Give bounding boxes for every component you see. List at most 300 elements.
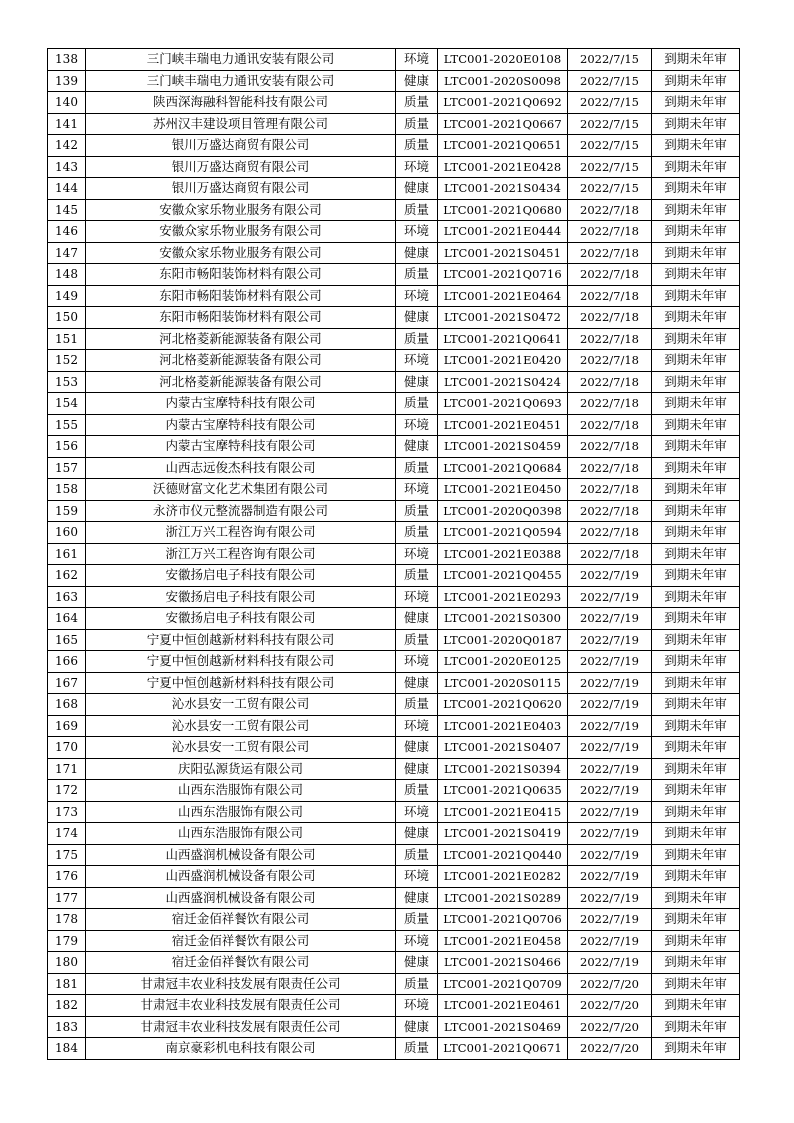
cert-code: LTC001-2021S0466 xyxy=(438,952,568,974)
audit-status: 到期未年审 xyxy=(652,113,740,135)
row-number: 176 xyxy=(48,866,86,888)
audit-status: 到期未年审 xyxy=(652,414,740,436)
audit-status: 到期未年审 xyxy=(652,500,740,522)
row-number: 153 xyxy=(48,371,86,393)
expiry-date: 2022/7/18 xyxy=(568,393,652,415)
cert-type: 健康 xyxy=(396,307,438,329)
table-row xyxy=(48,715,740,737)
audit-status: 到期未年审 xyxy=(652,801,740,823)
table-row xyxy=(48,629,740,651)
expiry-date: 2022/7/19 xyxy=(568,608,652,630)
cert-type: 质量 xyxy=(396,629,438,651)
audit-status: 到期未年审 xyxy=(652,651,740,673)
table-row xyxy=(48,350,740,372)
company-name: 南京豪彩机电科技有限公司 xyxy=(86,1038,396,1060)
cert-code: LTC001-2021Q0440 xyxy=(438,844,568,866)
cert-code: LTC001-2021S0424 xyxy=(438,371,568,393)
audit-status: 到期未年审 xyxy=(652,156,740,178)
audit-status: 到期未年审 xyxy=(652,436,740,458)
row-number: 144 xyxy=(48,178,86,200)
cert-code: LTC001-2021Q0680 xyxy=(438,199,568,221)
expiry-date: 2022/7/19 xyxy=(568,715,652,737)
company-name: 苏州汉丰建设项目管理有限公司 xyxy=(86,113,396,135)
table-row xyxy=(48,737,740,759)
row-number: 171 xyxy=(48,758,86,780)
cert-code: LTC001-2020Q0187 xyxy=(438,629,568,651)
company-name: 银川万盛达商贸有限公司 xyxy=(86,135,396,157)
cert-code: LTC001-2021Q0594 xyxy=(438,522,568,544)
company-name: 宿迁金佰祥餐饮有限公司 xyxy=(86,952,396,974)
expiry-date: 2022/7/15 xyxy=(568,113,652,135)
cert-type: 质量 xyxy=(396,92,438,114)
row-number: 140 xyxy=(48,92,86,114)
cert-type: 健康 xyxy=(396,823,438,845)
row-number: 152 xyxy=(48,350,86,372)
cert-code: LTC001-2021E0415 xyxy=(438,801,568,823)
expiry-date: 2022/7/15 xyxy=(568,135,652,157)
expiry-date: 2022/7/20 xyxy=(568,1016,652,1038)
expiry-date: 2022/7/18 xyxy=(568,350,652,372)
company-name: 东阳市畅阳装饰材料有限公司 xyxy=(86,307,396,329)
audit-status: 到期未年审 xyxy=(652,457,740,479)
row-number: 156 xyxy=(48,436,86,458)
row-number: 142 xyxy=(48,135,86,157)
row-number: 161 xyxy=(48,543,86,565)
cert-type: 质量 xyxy=(396,328,438,350)
company-name: 安徽众家乐物业服务有限公司 xyxy=(86,221,396,243)
expiry-date: 2022/7/19 xyxy=(568,586,652,608)
company-name: 陕西深海融科智能科技有限公司 xyxy=(86,92,396,114)
cert-type: 健康 xyxy=(396,436,438,458)
cert-code: LTC001-2021Q0671 xyxy=(438,1038,568,1060)
cert-type: 质量 xyxy=(396,844,438,866)
expiry-date: 2022/7/19 xyxy=(568,758,652,780)
table-row xyxy=(48,49,740,71)
expiry-date: 2022/7/18 xyxy=(568,242,652,264)
cert-code: LTC001-2021Q0641 xyxy=(438,328,568,350)
audit-status: 到期未年审 xyxy=(652,307,740,329)
cert-type: 环境 xyxy=(396,221,438,243)
cert-type: 健康 xyxy=(396,1016,438,1038)
audit-status: 到期未年审 xyxy=(652,629,740,651)
cert-code: LTC001-2020E0125 xyxy=(438,651,568,673)
company-name: 甘肃冠丰农业科技发展有限责任公司 xyxy=(86,995,396,1017)
company-name: 安徽众家乐物业服务有限公司 xyxy=(86,199,396,221)
audit-status: 到期未年审 xyxy=(652,178,740,200)
cert-type: 环境 xyxy=(396,651,438,673)
expiry-date: 2022/7/18 xyxy=(568,328,652,350)
expiry-date: 2022/7/15 xyxy=(568,70,652,92)
audit-status: 到期未年审 xyxy=(652,328,740,350)
table-row xyxy=(48,264,740,286)
row-number: 162 xyxy=(48,565,86,587)
cert-type: 质量 xyxy=(396,135,438,157)
audit-status: 到期未年审 xyxy=(652,522,740,544)
cert-type: 质量 xyxy=(396,113,438,135)
cert-code: LTC001-2021S0434 xyxy=(438,178,568,200)
audit-status: 到期未年审 xyxy=(652,780,740,802)
cert-type: 环境 xyxy=(396,586,438,608)
cert-code: LTC001-2020Q0398 xyxy=(438,500,568,522)
audit-status: 到期未年审 xyxy=(652,694,740,716)
company-name: 山西盛润机械设备有限公司 xyxy=(86,844,396,866)
company-name: 沁水县安一工贸有限公司 xyxy=(86,715,396,737)
table-row xyxy=(48,694,740,716)
table-row xyxy=(48,543,740,565)
company-name: 浙江万兴工程咨询有限公司 xyxy=(86,522,396,544)
cert-type: 质量 xyxy=(396,500,438,522)
cert-type: 质量 xyxy=(396,393,438,415)
cert-code: LTC001-2021Q0693 xyxy=(438,393,568,415)
company-name: 河北格菱新能源装备有限公司 xyxy=(86,350,396,372)
company-name: 甘肃冠丰农业科技发展有限责任公司 xyxy=(86,1016,396,1038)
certificate-table xyxy=(47,48,740,1060)
cert-code: LTC001-2021Q0651 xyxy=(438,135,568,157)
table-row xyxy=(48,866,740,888)
cert-code: LTC001-2021S0394 xyxy=(438,758,568,780)
cert-type: 环境 xyxy=(396,414,438,436)
cert-code: LTC001-2021E0458 xyxy=(438,930,568,952)
cert-type: 环境 xyxy=(396,995,438,1017)
row-number: 159 xyxy=(48,500,86,522)
expiry-date: 2022/7/19 xyxy=(568,930,652,952)
audit-status: 到期未年审 xyxy=(652,264,740,286)
table-row xyxy=(48,242,740,264)
table-row xyxy=(48,328,740,350)
row-number: 181 xyxy=(48,973,86,995)
audit-status: 到期未年审 xyxy=(652,135,740,157)
expiry-date: 2022/7/18 xyxy=(568,414,652,436)
cert-type: 健康 xyxy=(396,371,438,393)
cert-type: 健康 xyxy=(396,887,438,909)
table-row xyxy=(48,156,740,178)
cert-code: LTC001-2021E0282 xyxy=(438,866,568,888)
expiry-date: 2022/7/20 xyxy=(568,1038,652,1060)
audit-status: 到期未年审 xyxy=(652,1016,740,1038)
row-number: 172 xyxy=(48,780,86,802)
cert-code: LTC001-2021Q0667 xyxy=(438,113,568,135)
expiry-date: 2022/7/19 xyxy=(568,780,652,802)
row-number: 160 xyxy=(48,522,86,544)
row-number: 148 xyxy=(48,264,86,286)
cert-code: LTC001-2021S0469 xyxy=(438,1016,568,1038)
cert-code: LTC001-2021S0419 xyxy=(438,823,568,845)
cert-code: LTC001-2021S0459 xyxy=(438,436,568,458)
table-row xyxy=(48,823,740,845)
cert-type: 环境 xyxy=(396,715,438,737)
expiry-date: 2022/7/19 xyxy=(568,651,652,673)
expiry-date: 2022/7/18 xyxy=(568,522,652,544)
table-row xyxy=(48,371,740,393)
table-row xyxy=(48,135,740,157)
cert-code: LTC001-2021Q0692 xyxy=(438,92,568,114)
expiry-date: 2022/7/19 xyxy=(568,565,652,587)
cert-type: 质量 xyxy=(396,1038,438,1060)
company-name: 浙江万兴工程咨询有限公司 xyxy=(86,543,396,565)
cert-code: LTC001-2021S0451 xyxy=(438,242,568,264)
expiry-date: 2022/7/18 xyxy=(568,436,652,458)
table-row xyxy=(48,672,740,694)
cert-type: 质量 xyxy=(396,565,438,587)
cert-type: 环境 xyxy=(396,866,438,888)
expiry-date: 2022/7/18 xyxy=(568,457,652,479)
cert-code: LTC001-2020S0115 xyxy=(438,672,568,694)
table-body xyxy=(48,49,740,1060)
expiry-date: 2022/7/18 xyxy=(568,285,652,307)
cert-code: LTC001-2021E0388 xyxy=(438,543,568,565)
company-name: 山西东浩服饰有限公司 xyxy=(86,780,396,802)
table-row xyxy=(48,995,740,1017)
row-number: 183 xyxy=(48,1016,86,1038)
cert-type: 健康 xyxy=(396,242,438,264)
table-row xyxy=(48,393,740,415)
row-number: 138 xyxy=(48,49,86,71)
expiry-date: 2022/7/19 xyxy=(568,801,652,823)
expiry-date: 2022/7/19 xyxy=(568,844,652,866)
cert-code: LTC001-2021Q0455 xyxy=(438,565,568,587)
row-number: 184 xyxy=(48,1038,86,1060)
cert-type: 环境 xyxy=(396,930,438,952)
table-row xyxy=(48,651,740,673)
cert-code: LTC001-2020S0098 xyxy=(438,70,568,92)
audit-status: 到期未年审 xyxy=(652,479,740,501)
row-number: 150 xyxy=(48,307,86,329)
cert-code: LTC001-2021E0464 xyxy=(438,285,568,307)
expiry-date: 2022/7/19 xyxy=(568,909,652,931)
audit-status: 到期未年审 xyxy=(652,930,740,952)
expiry-date: 2022/7/15 xyxy=(568,92,652,114)
audit-status: 到期未年审 xyxy=(652,973,740,995)
cert-code: LTC001-2021E0450 xyxy=(438,479,568,501)
expiry-date: 2022/7/15 xyxy=(568,49,652,71)
expiry-date: 2022/7/19 xyxy=(568,737,652,759)
expiry-date: 2022/7/19 xyxy=(568,672,652,694)
table-row xyxy=(48,307,740,329)
audit-status: 到期未年审 xyxy=(652,242,740,264)
expiry-date: 2022/7/15 xyxy=(568,156,652,178)
row-number: 155 xyxy=(48,414,86,436)
cert-code: LTC001-2021Q0709 xyxy=(438,973,568,995)
table-row xyxy=(48,285,740,307)
expiry-date: 2022/7/18 xyxy=(568,479,652,501)
company-name: 内蒙古宝摩特科技有限公司 xyxy=(86,393,396,415)
table-row xyxy=(48,887,740,909)
table-row xyxy=(48,500,740,522)
cert-type: 质量 xyxy=(396,973,438,995)
table-row xyxy=(48,457,740,479)
cert-code: LTC001-2021S0300 xyxy=(438,608,568,630)
company-name: 河北格菱新能源装备有限公司 xyxy=(86,328,396,350)
expiry-date: 2022/7/18 xyxy=(568,371,652,393)
row-number: 175 xyxy=(48,844,86,866)
table-row xyxy=(48,844,740,866)
audit-status: 到期未年审 xyxy=(652,909,740,931)
company-name: 山西东浩服饰有限公司 xyxy=(86,823,396,845)
cert-type: 健康 xyxy=(396,672,438,694)
table-row xyxy=(48,780,740,802)
cert-code: LTC001-2021E0444 xyxy=(438,221,568,243)
company-name: 三门峡丰瑞电力通讯安装有限公司 xyxy=(86,49,396,71)
cert-type: 质量 xyxy=(396,457,438,479)
expiry-date: 2022/7/18 xyxy=(568,500,652,522)
audit-status: 到期未年审 xyxy=(652,952,740,974)
audit-status: 到期未年审 xyxy=(652,199,740,221)
company-name: 三门峡丰瑞电力通讯安装有限公司 xyxy=(86,70,396,92)
row-number: 151 xyxy=(48,328,86,350)
cert-type: 环境 xyxy=(396,156,438,178)
table-row xyxy=(48,758,740,780)
cert-code: LTC001-2021Q0684 xyxy=(438,457,568,479)
table-row xyxy=(48,414,740,436)
cert-code: LTC001-2021E0451 xyxy=(438,414,568,436)
table-row xyxy=(48,1038,740,1060)
cert-type: 健康 xyxy=(396,952,438,974)
audit-status: 到期未年审 xyxy=(652,565,740,587)
row-number: 178 xyxy=(48,909,86,931)
row-number: 146 xyxy=(48,221,86,243)
audit-status: 到期未年审 xyxy=(652,49,740,71)
company-name: 东阳市畅阳装饰材料有限公司 xyxy=(86,264,396,286)
audit-status: 到期未年审 xyxy=(652,758,740,780)
company-name: 山西盛润机械设备有限公司 xyxy=(86,887,396,909)
cert-type: 环境 xyxy=(396,801,438,823)
expiry-date: 2022/7/19 xyxy=(568,887,652,909)
cert-type: 质量 xyxy=(396,199,438,221)
audit-status: 到期未年审 xyxy=(652,823,740,845)
row-number: 180 xyxy=(48,952,86,974)
row-number: 154 xyxy=(48,393,86,415)
cert-type: 环境 xyxy=(396,49,438,71)
audit-status: 到期未年审 xyxy=(652,393,740,415)
table-row xyxy=(48,92,740,114)
table-row xyxy=(48,952,740,974)
expiry-date: 2022/7/15 xyxy=(568,178,652,200)
company-name: 东阳市畅阳装饰材料有限公司 xyxy=(86,285,396,307)
expiry-date: 2022/7/19 xyxy=(568,629,652,651)
row-number: 177 xyxy=(48,887,86,909)
cert-type: 健康 xyxy=(396,737,438,759)
row-number: 139 xyxy=(48,70,86,92)
table-row xyxy=(48,973,740,995)
cert-type: 质量 xyxy=(396,264,438,286)
row-number: 182 xyxy=(48,995,86,1017)
table-row xyxy=(48,479,740,501)
cert-code: LTC001-2021Q0716 xyxy=(438,264,568,286)
company-name: 内蒙古宝摩特科技有限公司 xyxy=(86,436,396,458)
company-name: 安徽众家乐物业服务有限公司 xyxy=(86,242,396,264)
table-row xyxy=(48,1016,740,1038)
row-number: 166 xyxy=(48,651,86,673)
company-name: 宁夏中恒创越新材料科技有限公司 xyxy=(86,629,396,651)
expiry-date: 2022/7/18 xyxy=(568,543,652,565)
table-row xyxy=(48,199,740,221)
company-name: 宁夏中恒创越新材料科技有限公司 xyxy=(86,651,396,673)
company-name: 山西志远俊杰科技有限公司 xyxy=(86,457,396,479)
company-name: 沁水县安一工贸有限公司 xyxy=(86,737,396,759)
table-row xyxy=(48,178,740,200)
audit-status: 到期未年审 xyxy=(652,608,740,630)
cert-code: LTC001-2021Q0635 xyxy=(438,780,568,802)
expiry-date: 2022/7/19 xyxy=(568,952,652,974)
table-row xyxy=(48,909,740,931)
audit-status: 到期未年审 xyxy=(652,543,740,565)
expiry-date: 2022/7/19 xyxy=(568,694,652,716)
company-name: 宿迁金佰祥餐饮有限公司 xyxy=(86,930,396,952)
expiry-date: 2022/7/18 xyxy=(568,199,652,221)
cert-type: 环境 xyxy=(396,479,438,501)
table-row xyxy=(48,522,740,544)
cert-code: LTC001-2021S0472 xyxy=(438,307,568,329)
row-number: 143 xyxy=(48,156,86,178)
audit-status: 到期未年审 xyxy=(652,1038,740,1060)
expiry-date: 2022/7/18 xyxy=(568,264,652,286)
audit-status: 到期未年审 xyxy=(652,221,740,243)
audit-status: 到期未年审 xyxy=(652,866,740,888)
table-row xyxy=(48,930,740,952)
audit-status: 到期未年审 xyxy=(652,92,740,114)
expiry-date: 2022/7/20 xyxy=(568,973,652,995)
table-row xyxy=(48,801,740,823)
table-row xyxy=(48,70,740,92)
audit-status: 到期未年审 xyxy=(652,887,740,909)
audit-status: 到期未年审 xyxy=(652,715,740,737)
cert-type: 质量 xyxy=(396,522,438,544)
row-number: 147 xyxy=(48,242,86,264)
company-name: 安徽扬启电子科技有限公司 xyxy=(86,608,396,630)
cert-code: LTC001-2021E0420 xyxy=(438,350,568,372)
cert-type: 质量 xyxy=(396,780,438,802)
audit-status: 到期未年审 xyxy=(652,285,740,307)
company-name: 甘肃冠丰农业科技发展有限责任公司 xyxy=(86,973,396,995)
row-number: 164 xyxy=(48,608,86,630)
cert-type: 健康 xyxy=(396,70,438,92)
row-number: 165 xyxy=(48,629,86,651)
row-number: 170 xyxy=(48,737,86,759)
cert-type: 健康 xyxy=(396,608,438,630)
row-number: 173 xyxy=(48,801,86,823)
row-number: 169 xyxy=(48,715,86,737)
audit-status: 到期未年审 xyxy=(652,995,740,1017)
cert-type: 健康 xyxy=(396,758,438,780)
expiry-date: 2022/7/19 xyxy=(568,823,652,845)
cert-code: LTC001-2020E0108 xyxy=(438,49,568,71)
row-number: 145 xyxy=(48,199,86,221)
row-number: 163 xyxy=(48,586,86,608)
company-name: 山西东浩服饰有限公司 xyxy=(86,801,396,823)
audit-status: 到期未年审 xyxy=(652,70,740,92)
row-number: 174 xyxy=(48,823,86,845)
company-name: 沁水县安一工贸有限公司 xyxy=(86,694,396,716)
row-number: 141 xyxy=(48,113,86,135)
cert-code: LTC001-2021E0293 xyxy=(438,586,568,608)
cert-code: LTC001-2021E0428 xyxy=(438,156,568,178)
audit-status: 到期未年审 xyxy=(652,737,740,759)
company-name: 安徽扬启电子科技有限公司 xyxy=(86,565,396,587)
cert-code: LTC001-2021S0289 xyxy=(438,887,568,909)
cert-type: 质量 xyxy=(396,694,438,716)
cert-type: 健康 xyxy=(396,178,438,200)
audit-status: 到期未年审 xyxy=(652,672,740,694)
table-row xyxy=(48,221,740,243)
company-name: 永济市仪元整流器制造有限公司 xyxy=(86,500,396,522)
company-name: 宁夏中恒创越新材料科技有限公司 xyxy=(86,672,396,694)
table-row xyxy=(48,608,740,630)
table-row xyxy=(48,113,740,135)
cert-code: LTC001-2021E0461 xyxy=(438,995,568,1017)
company-name: 宿迁金佰祥餐饮有限公司 xyxy=(86,909,396,931)
row-number: 167 xyxy=(48,672,86,694)
company-name: 山西盛润机械设备有限公司 xyxy=(86,866,396,888)
